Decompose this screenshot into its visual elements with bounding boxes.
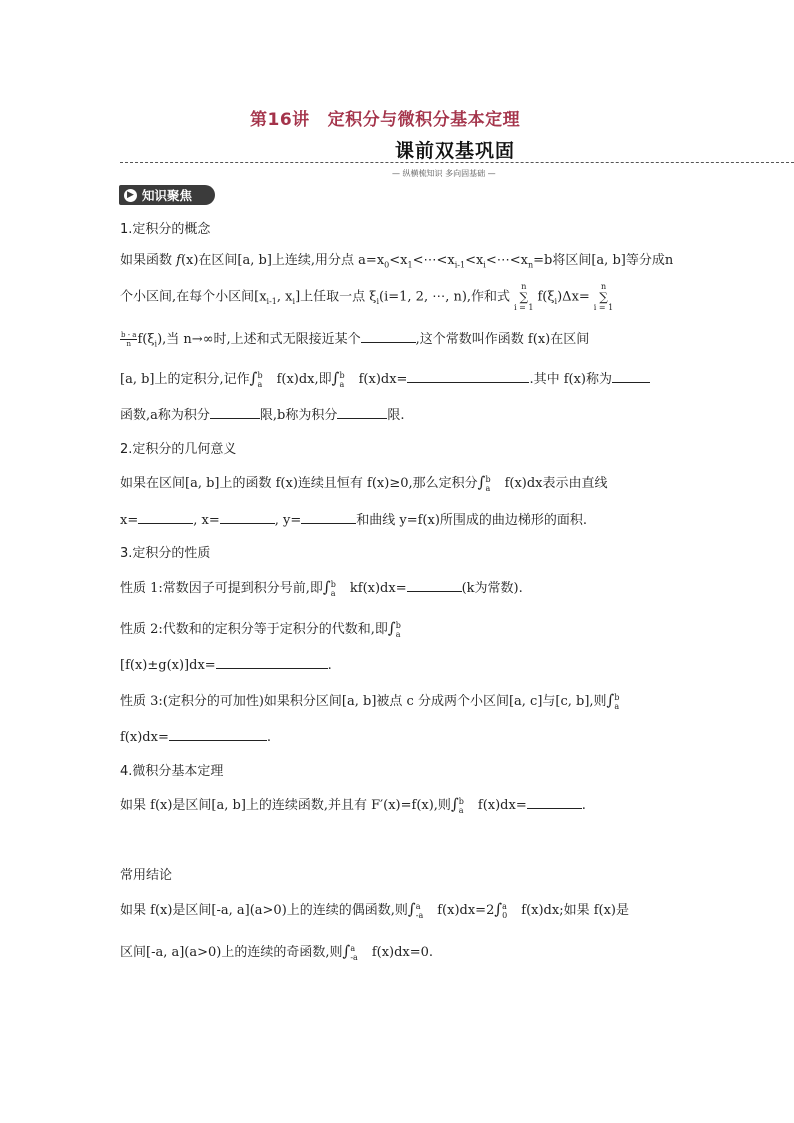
s3-prop-2-cont: [f(x)±g(x)]dx= . [120,658,332,673]
conclusion-line-1: 如果 f(x)是区间[-a, a](a>0)上的连续的偶函数,则∫ a -a f(x)dx=2∫ a 0 f(x)dx;如果 f(x)是 [120,900,630,920]
s1-line-2: 个小区间,在每个小区间[$x_{i-1}$, $x_i$]上任取一点 $\xi_i(i=1$, 2, ⋯, n),作和式 n ∑ i = 1 $f(\xi_i)\Delta x=$ n ∑ i = 1 [120,282,614,312]
sum-symbol: n ∑ i = 1 [514,282,534,312]
s1-line-4: [a, b]上的定积分,记作∫ b a f(x)dx,即∫ b a f(x)dx= .其中 f(x)称为 [120,368,650,389]
badge-label: 知识聚焦 [142,188,193,203]
conclusion-line-2: 区间[-a, a](a>0)上的连续的奇函数,则∫ a -a f(x)dx=0. [120,942,434,962]
s3-prop-3: 性质 3:(定积分的可加性)如果积分区间[a, b]被点 c 分成两个小区间[a, c]与[c, b],则∫ b a [120,691,620,711]
play-icon: ▶ [124,189,137,202]
answer-blank[interactable] [216,656,328,669]
s2-line-1: 如果在区间[a, b]上的函数 f(x)连续且恒有 f(x)≥0,那么定积分∫ b a f(x)dx表示由直线 [120,473,608,493]
s4-line-1: 如果 f(x)是区间[a, b]上的连续函数,并且有 F′(x)=f(x),则∫ b a f(x)dx= . [120,795,586,815]
lesson-title: 第16讲 定积分与微积分基本定理 [250,110,521,130]
answer-blank[interactable] [612,370,650,383]
answer-blank[interactable] [220,511,275,524]
s3-heading: 3.定积分的性质 [120,546,211,561]
fraction: $\frac{b - a}{n}$ [121,331,137,348]
answer-blank[interactable] [407,370,529,383]
section-subtitle: 课前双基巩固 [395,140,516,162]
s1-heading: 1.定积分的概念 [120,222,211,237]
header-divider [120,162,794,163]
s2-heading: 2.定积分的几何意义 [120,442,237,457]
sum-symbol: n ∑ i = 1 [593,282,614,312]
s3-prop-1: 性质 1:常数因子可提到积分号前,即∫ b a kf(x)dx= (k为常数). [120,578,523,598]
conclusion-heading: 常用结论 [120,868,173,883]
s2-line-2: x= , x= , y= 和曲线 y=f(x)所围成的曲边梯形的面积. [120,513,588,528]
answer-blank[interactable] [527,796,582,809]
answer-blank[interactable] [337,406,387,419]
s1-line-5: 函数,a称为积分 限,b称为积分 限. [120,408,405,423]
tagline: — 纵横梳知识 多向固基础 — [392,169,496,178]
s1-line-1: 如果函数 f(x)在区间[a, b]上连续,用分点 $a=x_0<x_1<\cdots<x_{i-1}<x_i<\cdots<x_n=b$将区间[a, b]等分成n [120,253,674,270]
answer-blank[interactable] [210,406,260,419]
s3-prop-3-cont: f(x)dx= . [120,730,271,745]
knowledge-badge [119,185,215,205]
s4-heading: 4.微积分基本定理 [120,764,224,779]
answer-blank[interactable] [301,511,356,524]
answer-blank[interactable] [407,579,462,592]
s1-line-3: $\frac{b - a}{n}$ $f(\xi_i)$,当 n→∞时,上述和式无限接近某个 ,这个常数叫作函数 f(x)在区间 [121,331,590,349]
answer-blank[interactable] [361,330,416,343]
answer-blank[interactable] [138,511,193,524]
s3-prop-2: 性质 2:代数和的定积分等于定积分的代数和,即∫ b a [120,619,401,639]
answer-blank[interactable] [169,728,267,741]
